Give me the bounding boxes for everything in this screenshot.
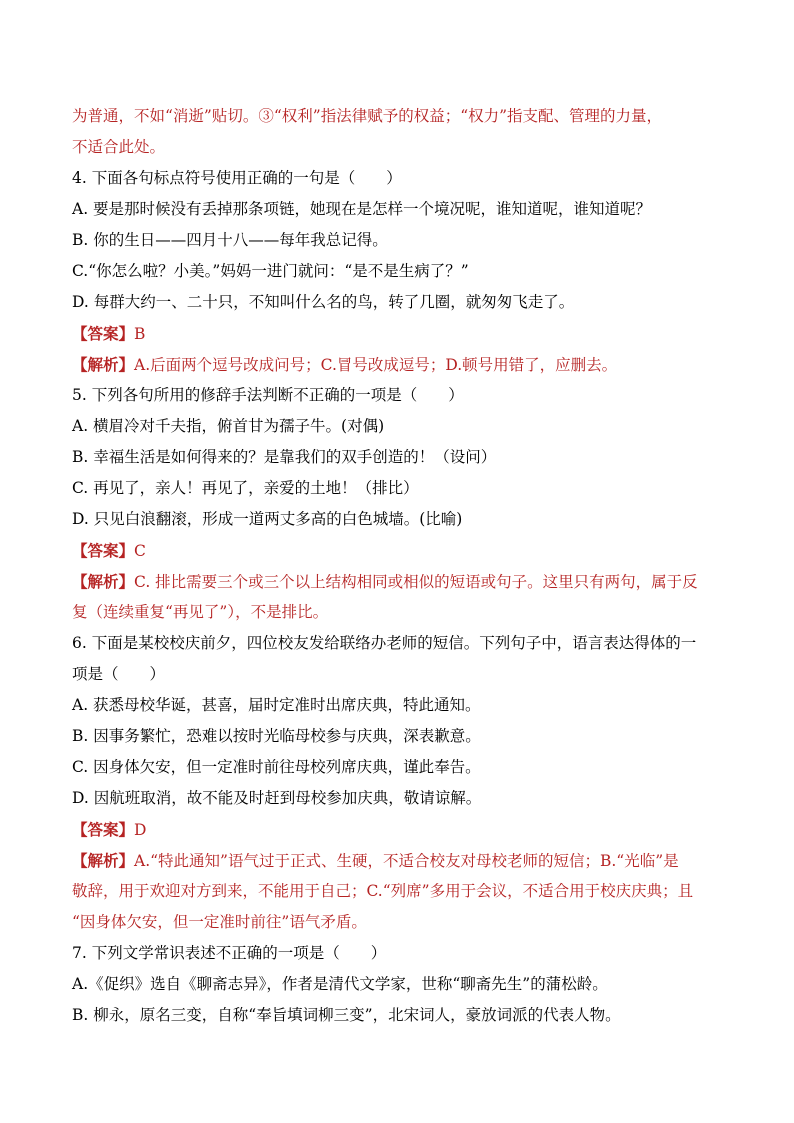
question-5-analysis [72,566,728,597]
analysis-tag: 【解析】 [72,851,135,870]
question-5-option-c: C. 再见了，亲人！再见了，亲爱的土地！（排比） [72,479,419,497]
analysis-tag: 【解析】 [72,355,135,374]
question-6-option-c: C. 因身体欠安，但一定准时前往母校列席庆典，谨此奉告。 [72,758,481,776]
question-6-stem-cont: 项是（ ） [72,665,166,683]
question-4-option-b: B. 你的生日——四月十八——每年我总记得。 [72,231,388,249]
question-5-option-b: B. 幸福生活是如何得来的？是靠我们的双手创造的！（设问） [72,448,497,466]
question-7-option-b: B. 柳永，原名三变，自称“奉旨填词柳三变”，北宋词人，豪放词派的代表人物。 [72,1006,621,1024]
question-5-option-a: A. 横眉冷对千夫指，俯首甘为孺子牛。(对偶) [72,417,385,435]
question-4-option-a: A. 要是那时候没有丢掉那条项链，她现在是怎样一个境况呢，谁知道呢，谁知道呢？ [72,200,652,218]
question-6-option-d: D. 因航班取消，故不能及时赶到母校参加庆典，敬请谅解。 [72,789,482,807]
analysis-text: A.后面两个逗号改成问号；C.冒号改成逗号；D.顿号用错了，应删去。 [134,356,618,374]
question-6-option-a: A. 获悉母校华诞，甚喜，届时定准时出席庆典，特此通知。 [72,696,481,714]
question-6-answer [72,814,728,845]
prev-analysis-line-2: 不适合此处。 [72,138,166,156]
analysis-text: C. 排比需要三个或三个以上结构相同或相似的短语或句子。这里只有两句，属于反 [134,573,698,591]
question-4-stem: 4. 下面各句标点符号使用正确的一句是（ ） [72,169,402,187]
question-4-option-c: C.“你怎么啦？小美。”妈妈一进门就问：“是不是生病了？” [72,262,469,280]
question-5-stem: 5. 下列各句所用的修辞手法判断不正确的一项是（ ） [72,386,464,404]
question-5-analysis-cont: 复（连续重复“再见了”），不是排比。 [72,603,329,621]
answer-tag: 【答案】 [72,820,135,839]
question-5-option-d: D. 只见白浪翻滚，形成一道两丈多高的白色城墙。(比喻) [72,510,463,528]
question-6-analysis-cont-1: 敬辞，用于欢迎对方到来，不能用于自己；C.“列席”多用于会议，不适合用于校庆庆典；且 [72,882,694,900]
question-4-analysis [72,349,728,380]
question-6-option-b: B. 因事务繁忙，恐难以按时光临母校参与庆典，深表歉意。 [72,727,481,745]
question-7-stem: 7. 下列文学常识表述不正确的一项是（ ） [72,944,387,962]
document-body [72,101,728,1031]
question-5-answer [72,535,728,566]
question-4-answer [72,318,728,349]
answer-value: D [134,821,147,839]
question-6-stem: 6. 下面是某校校庆前夕，四位校友发给联络办老师的短信。下列句子中，语言表达得体的一 [72,634,697,652]
prev-analysis-line-1: 为普通，不如“消逝”贴切。③“权利”指法律赋予的权益；“权力”指支配、管理的力量， [72,107,663,125]
answer-tag: 【答案】 [72,541,135,560]
answer-value: C [134,542,146,560]
analysis-text: A.“特此通知”语气过于正式、生硬，不适合校友对母校老师的短信；B.“光临”是 [134,852,679,870]
analysis-tag: 【解析】 [72,572,135,591]
question-6-analysis [72,845,728,876]
question-6-analysis-cont-2: “因身体欠安，但一定准时前往”语气矛盾。 [72,913,367,931]
answer-value: B [134,325,146,343]
question-4-option-d: D. 每群大约一、二十只，不知叫什么名的鸟，转了几圈，就匆匆飞走了。 [72,293,575,311]
answer-tag: 【答案】 [72,324,135,343]
question-7-option-a: A.《促织》选自《聊斋志异》，作者是清代文学家，世称“聊斋先生”的蒲松龄。 [72,975,608,993]
